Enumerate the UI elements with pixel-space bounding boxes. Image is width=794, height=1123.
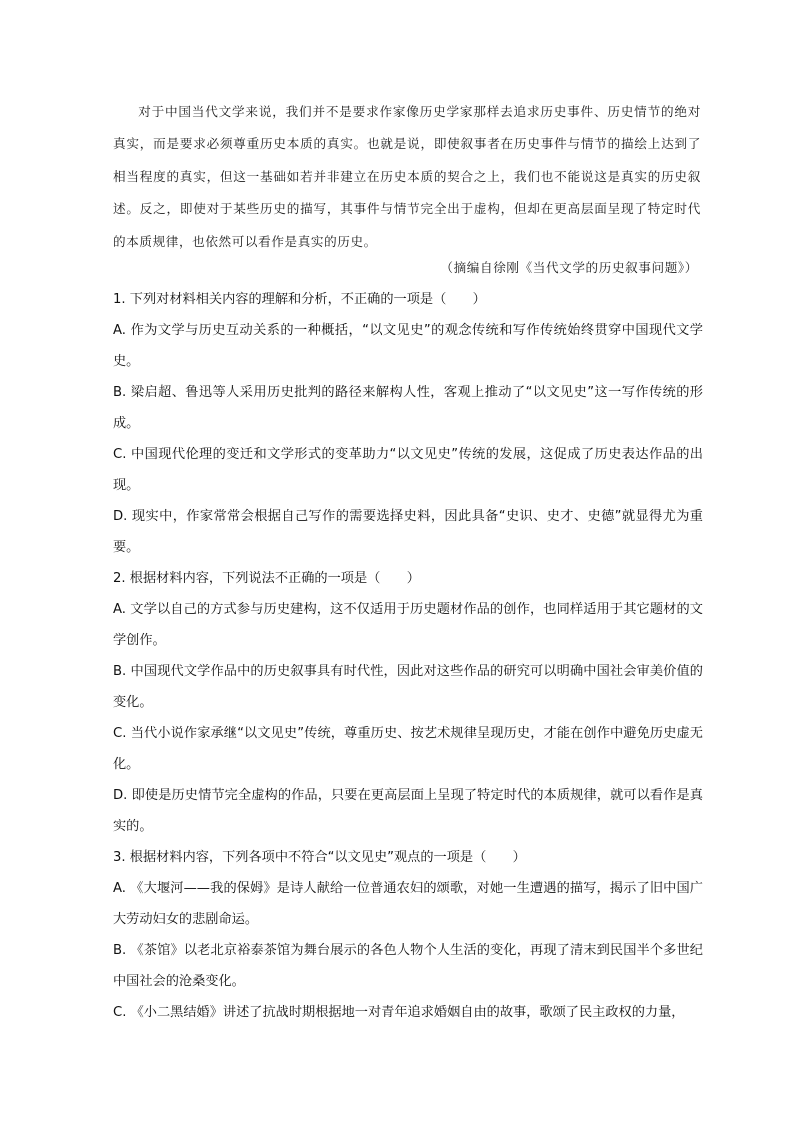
question-3 bbox=[113, 842, 703, 1028]
passage-paragraph: 对于中国当代文学来说，我们并不是要求作家像历史学家那样去追求历史事件、历史情节的绝对真实，而是要求必须尊重历史本质的真实。也就是说，即使叙事者在历史事件与情节的描绘上达到了相当程度的真实，但这一基础如若并非建立在历史本质的契合之上，我们也不能说这是真实的历史叙述。反之，即使对于某些历史的描写，其事件与情节完全出于虚构，但却在更高层面呈现了特定时代的本质规律，也依然可以看作是真实的历史。 bbox=[113, 104, 701, 249]
option-d: D. 现实中，作家常常会根据自己写作的需要选择史料，因此具备“史识、史才、史德”就显得尤为重要。 bbox=[113, 509, 703, 555]
option-b: B. 梁启超、鲁迅等人采用历史批判的路径来解构人性，客观上推动了“以文见史”这一写作传统的形成。 bbox=[113, 385, 703, 431]
option-c: C. 当代小说作家承继“以文见史”传统，尊重历史、按艺术规律呈现历史，才能在创作中避免历史虚无化。 bbox=[113, 726, 703, 772]
passage-source: （摘编自徐刚《当代文学的历史叙事问题》） bbox=[440, 260, 698, 275]
question-1 bbox=[113, 284, 703, 563]
option-a: A. 《大堰河——我的保姆》是诗人献给一位普通农妇的颂歌，对她一生遭遇的描写，揭示了旧中国广大劳动妇女的悲剧命运。 bbox=[113, 881, 703, 927]
option-a: A. 作为文学与历史互动关系的一种概括，“以文见史”的观念传统和写作传统始终贯穿中国现代文学史。 bbox=[113, 323, 703, 369]
option-d: D. 即使是历史情节完全虚构的作品，只要在更高层面上呈现了特定时代的本质规律，就可以看作是真实的。 bbox=[113, 788, 703, 834]
question-stem: 1. 下列对材料相关内容的理解和分析，不正确的一项是（ ） bbox=[113, 292, 486, 307]
option-b: B. 《茶馆》以老北京裕泰茶馆为舞台展示的各色人物个人生活的变化，再现了清末到民国半个多世纪中国社会的沧桑变化。 bbox=[113, 943, 703, 989]
question-stem: 3. 根据材料内容，下列各项中不符合“以文见史”观点的一项是（ ） bbox=[113, 850, 526, 865]
option-b: B. 中国现代文学作品中的历史叙事具有时代性，因此对这些作品的研究可以明确中国社会审美价值的变化。 bbox=[113, 664, 703, 710]
question-list bbox=[113, 284, 703, 1028]
passage bbox=[113, 96, 701, 258]
question-2 bbox=[113, 563, 703, 842]
question-stem: 2. 根据材料内容，下列说法不正确的一项是（ ） bbox=[113, 571, 420, 586]
option-c: C. 《小二黑结婚》讲述了抗战时期根据地一对青年追求婚姻自由的故事，歌颂了民主政权的力量， bbox=[113, 1005, 685, 1020]
option-a: A. 文学以自己的方式参与历史建构，这不仅适用于历史题材作品的创作，也同样适用于其它题材的文学创作。 bbox=[113, 602, 703, 648]
option-c: C. 中国现代伦理的变迁和文学形式的变革助力“以文见史”传统的发展，这促成了历史表达作品的出现。 bbox=[113, 447, 703, 493]
